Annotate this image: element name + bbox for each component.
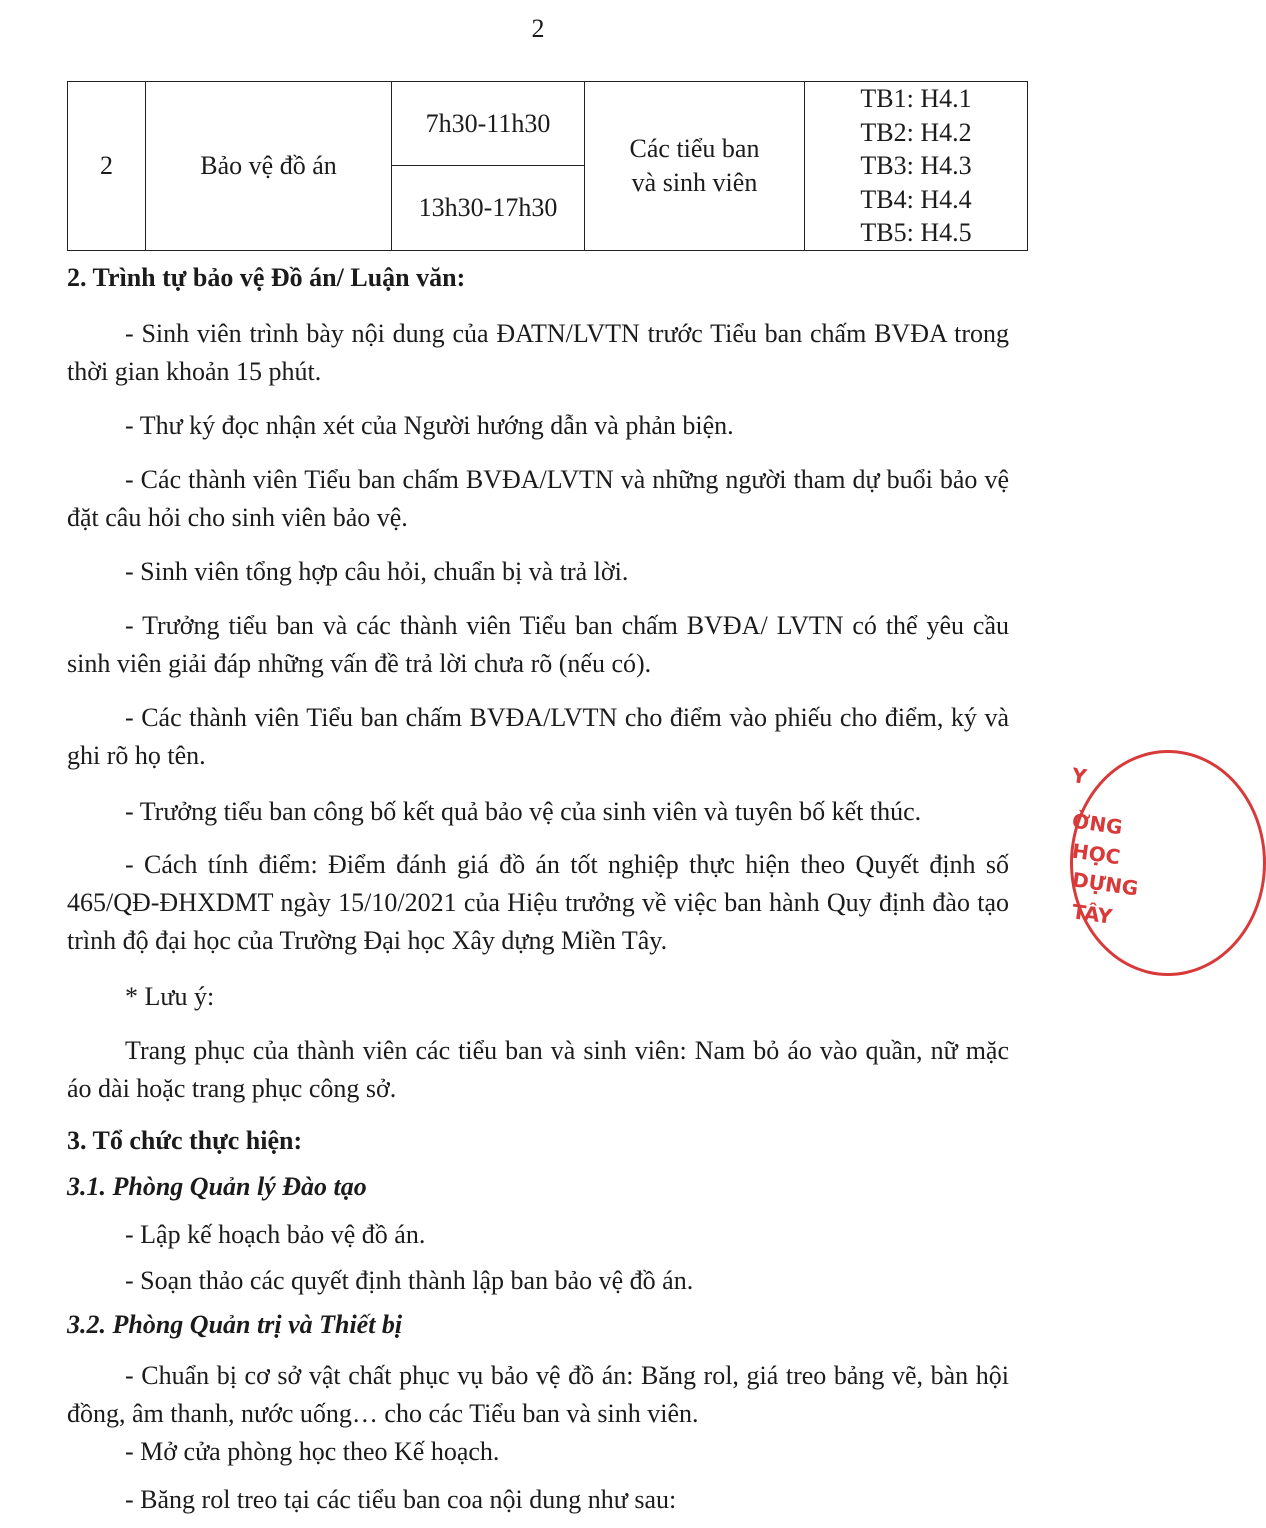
room-entry: TB5: H4.5 — [860, 218, 972, 247]
row-number-cell: 2 — [68, 82, 146, 251]
seal-text: HỌC — [1070, 838, 1122, 870]
participants-cell — [585, 82, 805, 251]
paragraph: - Thư ký đọc nhận xét của Người hướng dẫn và phản biện. — [125, 411, 734, 440]
table-row — [68, 82, 1028, 166]
room-entry: TB4: H4.4 — [860, 184, 972, 214]
paragraph: - Soạn thảo các quyết định thành lập ban bảo vệ đồ án. — [125, 1266, 694, 1295]
page-number: 2 — [531, 14, 545, 43]
subsection-3-2-heading: 3.2. Phòng Quản trị và Thiết bị — [67, 1310, 403, 1339]
subsection-3-1-heading: 3.1. Phòng Quản lý Đào tạo — [67, 1172, 367, 1201]
paragraph: - Băng rol treo tại các tiểu ban coa nội dung như sau: — [125, 1485, 677, 1514]
paragraph: - Chuẩn bị cơ sở vật chất phục vụ bảo vệ đồ án: Băng rol, giá treo bảng vẽ, bàn hội đồng, âm thanh, nước uống… cho các Tiểu ban và sinh viên. — [67, 1361, 1009, 1428]
room-entry: TB3: H4.3 — [860, 151, 972, 180]
room-entry: TB2: H4.2 — [860, 117, 972, 147]
paragraph: - Cách tính điểm: Điểm đánh giá đồ án tốt nghiệp thực hiện theo Quyết định số 465/QĐ-ĐHXDMT ngày 15/10/2021 của Hiệu trưởng về việc ban hành Quy định đào tạo trình độ đại học của Trường Đại học Xây dựng Miền Tây. — [67, 850, 1009, 955]
paragraph: - Sinh viên trình bày nội dung của ĐATN/LVTN trước Tiểu ban chấm BVĐA trong thời gian khoản 15 phút. — [67, 319, 1009, 386]
rooms-cell — [805, 82, 1028, 251]
section-3-heading: 3. Tổ chức thực hiện: — [67, 1126, 303, 1155]
paragraph: - Các thành viên Tiểu ban chấm BVĐA/LVTN cho điểm vào phiếu cho điểm, ký và ghi rõ họ tên. — [67, 703, 1009, 770]
seal-text: Y — [1070, 763, 1089, 789]
participants-line: Các tiểu ban — [629, 133, 760, 163]
schedule-table — [67, 81, 1028, 251]
paragraph: - Mở cửa phòng học theo Kế hoạch. — [125, 1437, 500, 1466]
room-entry: TB1: H4.1 — [860, 84, 972, 113]
section-2-heading: 2. Trình tự bảo vệ Đồ án/ Luận văn: — [67, 263, 466, 292]
paragraph: - Lập kế hoạch bảo vệ đồ án. — [125, 1220, 426, 1249]
note-text: Trang phục của thành viên các tiểu ban và sinh viên: Nam bỏ áo vào quần, nữ mặc áo dài hoặc trang phục công sở. — [67, 1036, 1009, 1103]
participants-line: và sinh viên — [631, 167, 758, 197]
note-label: * Lưu ý: — [125, 982, 215, 1011]
seal-text: ỜNG — [1070, 808, 1125, 840]
seal-text: DỰNG — [1070, 867, 1140, 901]
morning-time-cell: 7h30-11h30 — [392, 82, 585, 166]
paragraph: - Các thành viên Tiểu ban chấm BVĐA/LVTN và những người tham dự buổi bảo vệ đặt câu hỏi cho sinh viên bảo vệ. — [67, 465, 1009, 532]
task-cell: Bảo vệ đồ án — [146, 82, 392, 251]
afternoon-time-cell: 13h30-17h30 — [392, 166, 585, 250]
seal-text: TÂY — [1070, 899, 1114, 929]
paragraph: - Trưởng tiểu ban công bố kết quả bảo vệ của sinh viên và tuyên bố kết thúc. — [125, 797, 922, 826]
paragraph: - Trưởng tiểu ban và các thành viên Tiểu ban chấm BVĐA/ LVTN có thể yêu cầu sinh viên giải đáp những vấn đề trả lời chưa rõ (nếu có). — [67, 611, 1009, 678]
paragraph: - Sinh viên tổng hợp câu hỏi, chuẩn bị và trả lời. — [125, 557, 629, 586]
official-seal-stamp — [1066, 750, 1140, 970]
